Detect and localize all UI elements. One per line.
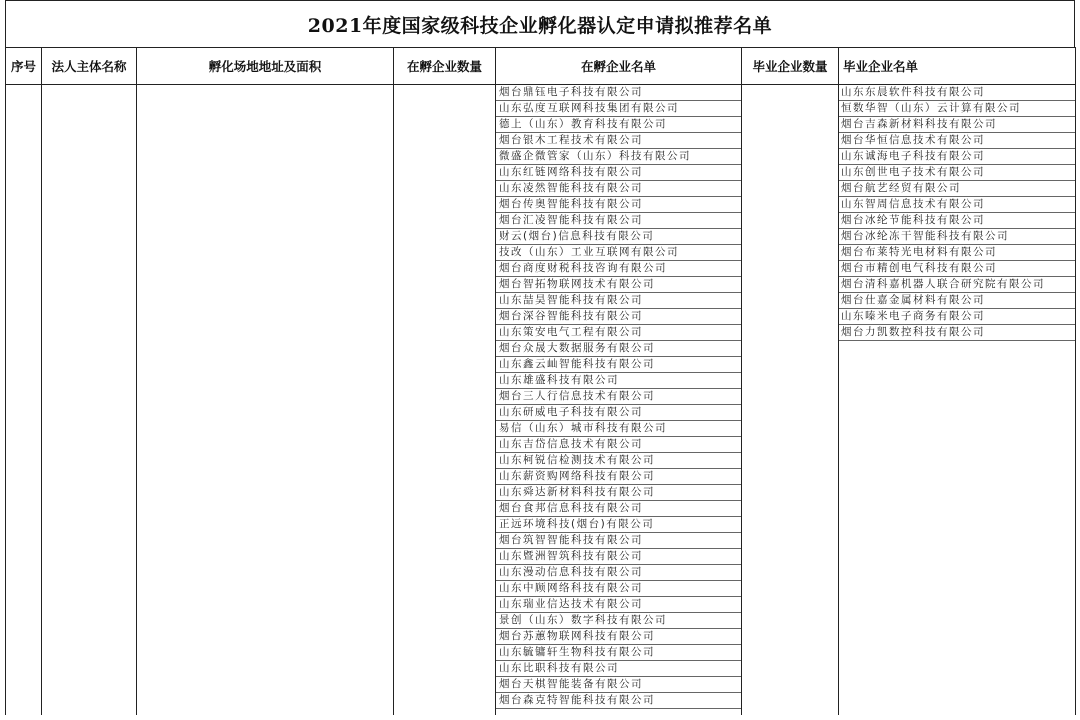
recommendation-list-sheet (5, 0, 1075, 718)
incubating-company-list (496, 85, 741, 709)
header-incubating-list: 在孵企业名单 (496, 48, 742, 85)
list-item: 山东暨洲智筑科技有限公司 (496, 549, 741, 565)
list-item: 山东比职科技有限公司 (496, 661, 741, 677)
list-item: 山东创世电子技术有限公司 (839, 165, 1075, 181)
list-item: 山东嗪米电子商务有限公司 (839, 309, 1075, 325)
cell-site (137, 85, 394, 716)
list-item: 易信（山东）城市科技有限公司 (496, 421, 741, 437)
cell-graduated-count (742, 85, 839, 716)
list-item: 烟台天棋智能装备有限公司 (496, 677, 741, 693)
list-item: 景创（山东）数字科技有限公司 (496, 613, 741, 629)
list-item: 山东诚海电子科技有限公司 (839, 149, 1075, 165)
list-item: 烟台冰纶冻干智能科技有限公司 (839, 229, 1075, 245)
list-item: 山东凌然智能科技有限公司 (496, 181, 741, 197)
list-item: 山东红链网络科技有限公司 (496, 165, 741, 181)
list-item: 烟台森克特智能科技有限公司 (496, 693, 741, 709)
list-item: 烟台仕嘉金属材料有限公司 (839, 293, 1075, 309)
list-item: 财云(烟台)信息科技有限公司 (496, 229, 741, 245)
list-item: 山东吉岱信息技术有限公司 (496, 437, 741, 453)
list-item: 烟台冰纶节能科技有限公司 (839, 213, 1075, 229)
list-item: 烟台清科嘉机器人联合研究院有限公司 (839, 277, 1075, 293)
list-item: 烟台筑智智能科技有限公司 (496, 533, 741, 549)
list-item: 恒数华智（山东）云计算有限公司 (839, 101, 1075, 117)
list-item: 山东东晨软件科技有限公司 (839, 85, 1075, 101)
list-item: 山东薪资购网络科技有限公司 (496, 469, 741, 485)
list-item: 烟台苏蕙物联网科技有限公司 (496, 629, 741, 645)
cell-incubating-list (496, 85, 742, 716)
list-item: 烟台力凯数控科技有限公司 (839, 325, 1075, 341)
list-item: 烟台银木工程技术有限公司 (496, 133, 741, 149)
table-header-row (6, 48, 1076, 85)
list-item: 山东瑞业信达技术有限公司 (496, 597, 741, 613)
list-item: 山东喆昊智能科技有限公司 (496, 293, 741, 309)
list-item: 山东漫动信息科技有限公司 (496, 565, 741, 581)
header-graduated-count: 毕业企业数量 (742, 48, 839, 85)
list-item: 烟台三人行信息技术有限公司 (496, 389, 741, 405)
list-item: 山东毓镛轩生物科技有限公司 (496, 645, 741, 661)
header-incubating-count: 在孵企业数量 (394, 48, 496, 85)
list-item: 烟台华恒信息技术有限公司 (839, 133, 1075, 149)
list-item: 烟台吉森新材料科技有限公司 (839, 117, 1075, 133)
list-item: 烟台航艺经贸有限公司 (839, 181, 1075, 197)
list-item: 山东弘度互联网科技集团有限公司 (496, 101, 741, 117)
list-item: 山东智周信息技术有限公司 (839, 197, 1075, 213)
list-item: 山东中顾网络科技有限公司 (496, 581, 741, 597)
list-item: 烟台传奥智能科技有限公司 (496, 197, 741, 213)
document-title: 2021年度国家级科技企业孵化器认定申请拟推荐名单 (5, 0, 1075, 47)
list-item: 山东鑫云屾智能科技有限公司 (496, 357, 741, 373)
recommendation-table (5, 47, 1076, 715)
header-legal-entity: 法人主体名称 (42, 48, 137, 85)
list-item: 烟台市精创电气科技有限公司 (839, 261, 1075, 277)
cell-seq (6, 85, 42, 716)
header-site: 孵化场地地址及面积 (137, 48, 394, 85)
list-item: 烟台食邦信息科技有限公司 (496, 501, 741, 517)
list-item: 微盛企微管家（山东）科技有限公司 (496, 149, 741, 165)
header-graduated-list: 毕业企业名单 (839, 48, 1076, 85)
list-item: 山东雄盛科技有限公司 (496, 373, 741, 389)
list-item: 烟台智拓物联网技术有限公司 (496, 277, 741, 293)
list-item: 烟台深谷智能科技有限公司 (496, 309, 741, 325)
list-item: 山东策安电气工程有限公司 (496, 325, 741, 341)
list-item: 技改（山东）工业互联网有限公司 (496, 245, 741, 261)
list-item: 烟台汇凌智能科技有限公司 (496, 213, 741, 229)
graduated-company-list (839, 85, 1075, 341)
cell-incubating-count (394, 85, 496, 716)
list-item: 山东舜达新材料科技有限公司 (496, 485, 741, 501)
header-seq: 序号 (6, 48, 42, 85)
list-item: 烟台众晟大数据服务有限公司 (496, 341, 741, 357)
list-item: 山东柯锐信检测技术有限公司 (496, 453, 741, 469)
list-item: 烟台商度财税科技咨询有限公司 (496, 261, 741, 277)
table-row (6, 85, 1076, 716)
list-item: 山东研威电子科技有限公司 (496, 405, 741, 421)
cell-graduated-list (839, 85, 1076, 716)
list-item: 烟台布莱特光电材料有限公司 (839, 245, 1075, 261)
cell-legal-entity (42, 85, 137, 716)
list-item: 德上（山东）教育科技有限公司 (496, 117, 741, 133)
list-item: 烟台鼎钰电子科技有限公司 (496, 85, 741, 101)
list-item: 正远环境科技(烟台)有限公司 (496, 517, 741, 533)
